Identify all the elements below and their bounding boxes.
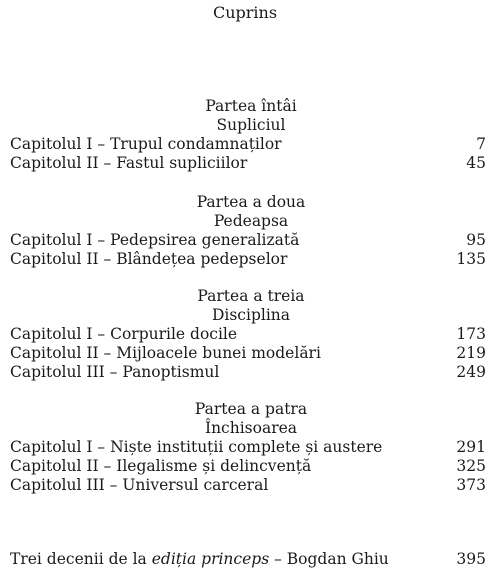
- part-heading: Partea a treia: [197, 287, 305, 305]
- chapter-page: 45: [466, 154, 486, 172]
- chapter-label: Capitolul II – Ilegalisme și delincvență: [10, 457, 312, 475]
- part-subheading: Disciplina: [211, 306, 291, 324]
- part-subheading: Pedeapsa: [213, 212, 289, 230]
- chapter-page: 325: [456, 457, 486, 475]
- afterword-italic: ediția princeps: [151, 550, 270, 568]
- chapter-label: Capitolul II – Mijloacele bunei modelări: [10, 344, 321, 362]
- toc-entry: [10, 344, 486, 363]
- part-1: [10, 97, 486, 173]
- toc-entry: [10, 325, 486, 344]
- chapter-page: 219: [456, 344, 486, 362]
- chapter-label: Capitolul I – Corpurile docile: [10, 325, 238, 343]
- toc-entry: [10, 457, 486, 476]
- page-title: Cuprins: [212, 3, 278, 22]
- chapter-page: 249: [456, 363, 486, 381]
- afterword-label: [10, 550, 389, 569]
- toc-entry: [10, 231, 486, 250]
- toc-entry: [10, 250, 486, 269]
- chapter-label: Capitolul III – Panoptismul: [10, 363, 220, 381]
- chapter-page: 7: [476, 135, 486, 153]
- toc-entry: [10, 476, 486, 495]
- part-heading: Partea întâi: [205, 97, 297, 115]
- afterword-prefix: Trei decenii de la: [10, 550, 152, 568]
- chapter-page: 173: [456, 325, 486, 343]
- afterword-suffix: – Bogdan Ghiu: [269, 550, 389, 568]
- toc-entry: [10, 438, 486, 457]
- chapter-label: Capitolul I – Pedepsirea generalizată: [10, 231, 300, 249]
- part-2: [10, 193, 486, 269]
- part-heading: Partea a doua: [196, 193, 306, 211]
- chapter-page: 373: [456, 476, 486, 494]
- part-3: [10, 287, 486, 382]
- afterword-entry: [10, 550, 486, 569]
- chapter-label: Capitolul I – Niște instituții complete și austere: [10, 438, 383, 456]
- part-4: [10, 400, 486, 495]
- part-heading: Partea a patra: [194, 400, 308, 418]
- chapter-label: Capitolul III – Universul carceral: [10, 476, 269, 494]
- toc-entry: [10, 154, 486, 173]
- toc-entry: [10, 363, 486, 382]
- chapter-label: Capitolul II – Blândețea pedepselor: [10, 250, 288, 268]
- chapter-page: 95: [466, 231, 486, 249]
- part-subheading: Închisoarea: [204, 419, 298, 437]
- toc-entry: [10, 135, 486, 154]
- part-subheading: Supliciul: [216, 116, 286, 134]
- afterword-page: 395: [456, 550, 486, 568]
- chapter-page: 135: [456, 250, 486, 268]
- chapter-label: Capitolul I – Trupul condamnaților: [10, 135, 282, 153]
- chapter-label: Capitolul II – Fastul supliciilor: [10, 154, 248, 172]
- chapter-page: 291: [456, 438, 486, 456]
